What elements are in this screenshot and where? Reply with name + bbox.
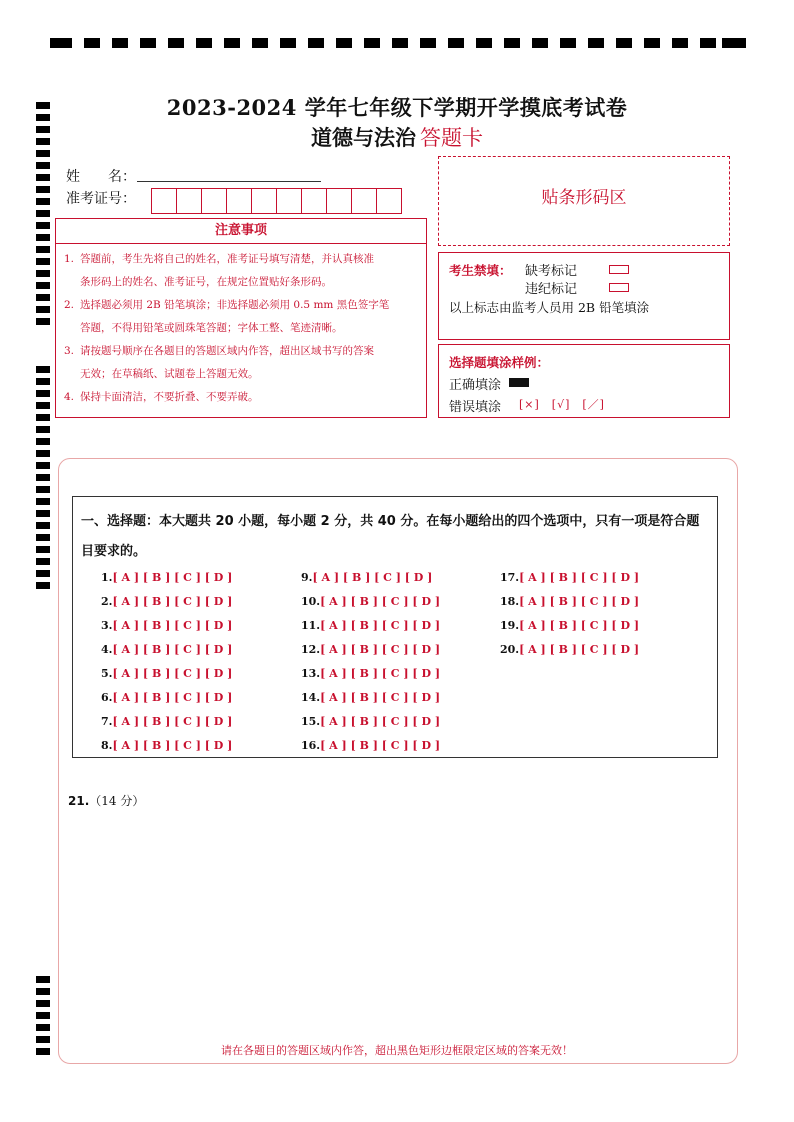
choice-question[interactable]: 3.[ A ] [ B ] [ C ] [ D ] (101, 619, 233, 632)
correct-label: 正确填涂 (449, 378, 502, 393)
choice-question[interactable]: 11.[ A ] [ B ] [ C ] [ D ] (301, 619, 441, 632)
choice-question[interactable]: 7.[ A ] [ B ] [ C ] [ D ] (101, 715, 233, 728)
choice-question[interactable]: 17.[ A ] [ B ] [ C ] [ D ] (500, 571, 640, 584)
absent-mark-box[interactable] (609, 265, 629, 274)
wrong-marks: [×] [√] [／] (519, 398, 605, 411)
notice-item: 3. 请按题号顺序在各题目的答题区域内作答，超出区域书写的答案 无效；在草稿纸、试题卷上答题无效。 (64, 345, 374, 380)
barcode-area (438, 156, 730, 246)
choice-question[interactable]: 9.[ A ] [ B ] [ C ] [ D ] (301, 571, 433, 584)
choice-question[interactable]: 15.[ A ] [ B ] [ C ] [ D ] (301, 715, 441, 728)
exam-id-label: 准考证号： (66, 191, 136, 207)
choice-question[interactable]: 14.[ A ] [ B ] [ C ] [ D ] (301, 691, 441, 704)
left-timing-marks (36, 0, 50, 1122)
sample-title: 选择题填涂样例： (449, 355, 550, 370)
notice-title: 注意事项 (56, 219, 426, 244)
choice-question[interactable]: 19.[ A ] [ B ] [ C ] [ D ] (500, 619, 640, 632)
exam-title: 2023-2024 学年七年级下学期开学摸底考试卷 (166, 95, 628, 120)
prohibit-note: 以上标志由监考人员用 2B 铅笔填涂 (449, 300, 650, 315)
correct-fill-mark (509, 378, 529, 387)
notice-item: 4. 保持卡面清洁，不要折叠、不要弄破。 (64, 391, 259, 403)
section1-title: 一、选择题：本大题共 20 小题，每小题 2 分，共 40 分。在每小题给出的四个选项中，只有一项是符合题目要求的。 (81, 514, 700, 559)
choice-question[interactable]: 2.[ A ] [ B ] [ C ] [ D ] (101, 595, 233, 608)
choice-question[interactable]: 1.[ A ] [ B ] [ C ] [ D ] (101, 571, 233, 584)
card-label: 答题卡 (420, 126, 483, 150)
notice-item: 2. 选择题必须用 2B 铅笔填涂；非选择题必须用 0.5 mm 黑色签字笔 答题，不得用铅笔或圆珠笔答题；字体工整、笔迹清晰。 (64, 299, 390, 334)
choice-question[interactable]: 16.[ A ] [ B ] [ C ] [ D ] (301, 739, 441, 752)
absent-label: 缺考标记 (525, 264, 578, 279)
barcode-label: 贴条形码区 (541, 188, 627, 208)
footer-warning: 请在各题目的答题区域内作答，超出黑色矩形边框限定区域的答案无效！ (221, 1044, 573, 1057)
sample-box (438, 344, 730, 418)
choice-question[interactable]: 12.[ A ] [ B ] [ C ] [ D ] (301, 643, 441, 656)
name-field[interactable] (137, 180, 321, 182)
choice-question[interactable]: 4.[ A ] [ B ] [ C ] [ D ] (101, 643, 233, 656)
top-timing-marks (50, 38, 746, 50)
question-21: 21.（14 分） (68, 794, 145, 808)
prohibit-title: 考生禁填： (449, 263, 512, 278)
choice-question[interactable]: 8.[ A ] [ B ] [ C ] [ D ] (101, 739, 233, 752)
prohibit-box (438, 252, 730, 340)
choice-question[interactable]: 13.[ A ] [ B ] [ C ] [ D ] (301, 667, 441, 680)
name-label: 姓 名： (66, 169, 136, 185)
violation-label: 违纪标记 (525, 282, 578, 297)
notice-box (55, 218, 427, 418)
notice-item: 1. 答题前，考生先将自己的姓名，准考证号填写清楚，并认真核准 条形码上的姓名、准考证号，在规定位置贴好条形码。 (64, 253, 374, 288)
exam-id-boxes[interactable] (152, 188, 402, 214)
choice-question[interactable]: 20.[ A ] [ B ] [ C ] [ D ] (500, 643, 640, 656)
subject-title (0, 122, 794, 152)
choice-section (72, 496, 718, 758)
choice-question[interactable]: 5.[ A ] [ B ] [ C ] [ D ] (101, 667, 233, 680)
choice-question[interactable]: 18.[ A ] [ B ] [ C ] [ D ] (500, 595, 640, 608)
choice-question[interactable]: 6.[ A ] [ B ] [ C ] [ D ] (101, 691, 233, 704)
wrong-label: 错误填涂 (449, 400, 502, 415)
choice-question[interactable]: 10.[ A ] [ B ] [ C ] [ D ] (301, 595, 441, 608)
subject-name: 道德与法治 (311, 125, 416, 150)
violation-mark-box[interactable] (609, 283, 629, 292)
